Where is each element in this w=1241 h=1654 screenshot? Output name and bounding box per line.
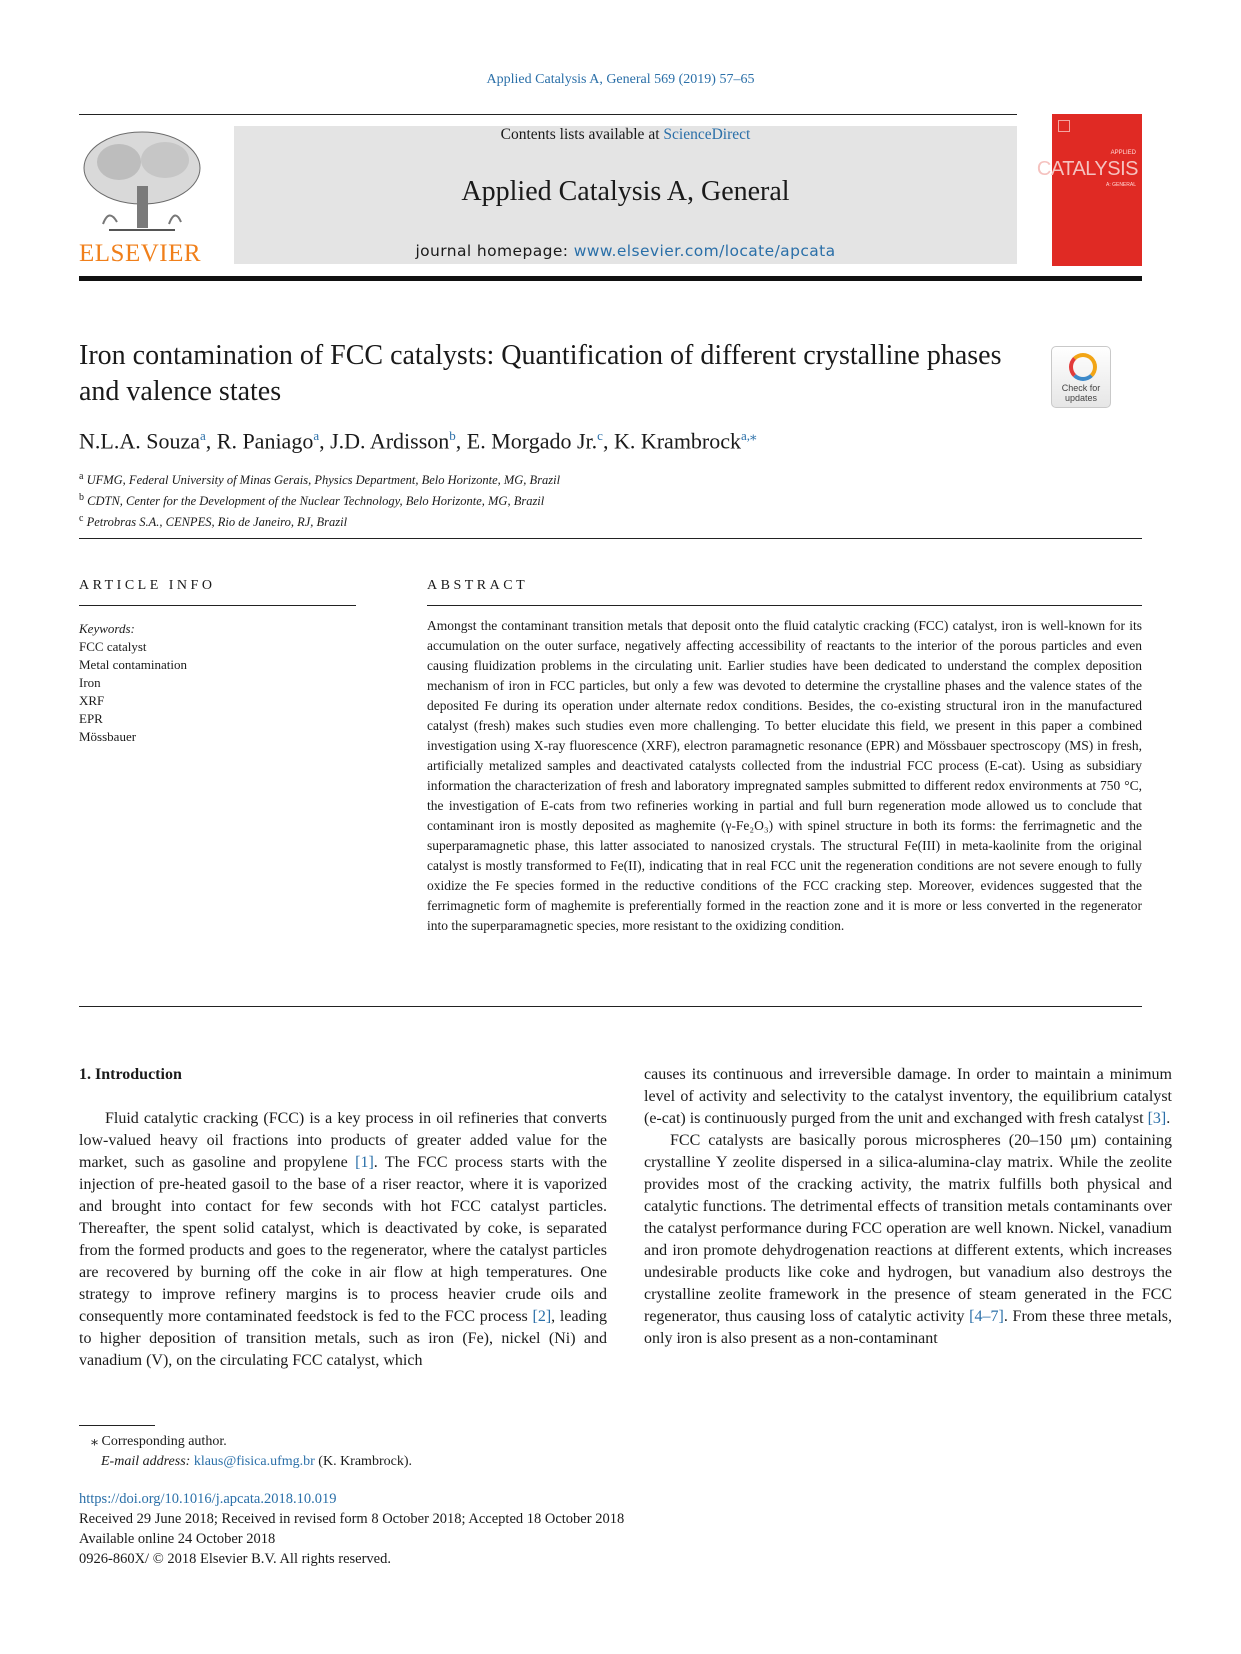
citation-link[interactable]: [4–7] [969,1308,1004,1325]
affiliation-mark: c [79,513,84,525]
email-suffix: (K. Krambrock). [314,1454,412,1469]
author-list: N.L.A. Souza$^a$, R. Paniago$^a$, J.D. Ardisson$^b$, E. Morgado Jr.$^c$, K. Krambrock$^{a,⁎}$ [79,428,757,454]
journal-masthead [234,126,1017,264]
body-column-right [644,1064,1172,1350]
keyword-item: Mössbauer [79,729,137,744]
author-affiliation-mark[interactable]: a [199,428,206,443]
article-info-heading: ARTICLE INFO [79,578,216,593]
check-for-updates-button[interactable] [1051,346,1111,408]
cover-subtitle: A: GENERAL [1105,182,1136,188]
contents-prefix: Contents lists available at [500,126,664,143]
author-affiliation-mark[interactable]: a,⁎ [741,428,757,443]
homepage-prefix: journal homepage: [415,242,574,260]
header-thick-rule [79,276,1142,281]
keyword-item: EPR [79,711,103,726]
check-updates-label [1052,383,1110,403]
corresponding-author-note: ⁎ Corresponding author. [91,1434,227,1449]
affiliations [79,468,979,531]
abstract-end-rule [79,1006,1142,1007]
contents-line [234,126,1017,144]
abstract-rule [427,605,1142,606]
citation-link[interactable]: [3] [1147,1110,1167,1127]
author-name[interactable]: R. Paniago [216,428,314,454]
journal-reference-link[interactable]: Applied Catalysis A, General 569 (2019) 57–65 [486,72,755,87]
paragraph-text: . From these three metals, only iron is also present as a non-contaminant [644,1308,1172,1347]
top-rule [79,114,1017,115]
paragraph-text: . The FCC process starts with the injection of pre-heated gasoil to the base of a riser reactor, where it is vaporized and brought into contact for few seconds with hot FCC catalyst particles. Thereafter, the spent solid catalyst, which is deactivated by coke, is separated from the formed products and goes to the regenerator, where the catalyst particles are recovered by burning off the coke in air flow at high temperatures. One strategy to improve refinery margins is to process heavier crude oils and consequently more contaminated feedstock is fed to the FCC process [79,1154,608,1325]
paragraph-text: causes its continuous and irreversible damage. In order to maintain a minimum level of activity and selectivity to the catalyst inventory, the equilibrium catalyst (e-cat) is continuously purged from the unit and exchanged with fresh catalyst [644,1066,1172,1127]
affiliation-mark: a [79,471,84,482]
crossmark-icon [1069,353,1097,381]
affiliation-item [79,510,979,531]
journal-cover-thumbnail[interactable] [1036,114,1142,266]
author-affiliation-mark[interactable]: c [597,428,603,443]
keyword-item: FCC catalyst [79,639,147,654]
author-name[interactable]: E. Morgado Jr. [466,428,598,454]
citation-link[interactable]: [1] [355,1154,374,1171]
paragraph-text: . [1166,1110,1171,1127]
citation-link[interactable]: [2] [532,1308,552,1325]
abstract-heading: ABSTRACT [427,578,529,593]
homepage-link[interactable]: www.elsevier.com/locate/apcata [573,242,836,260]
article-title: Iron contamination of FCC catalysts: Quantification of different crystalline phases and valence states [79,340,1002,407]
author-name[interactable]: J.D. Ardisson [330,428,450,454]
cover-small-label: APPLIED [1110,150,1136,156]
introduction-paragraph [644,1064,1172,1130]
paragraph-text: FCC catalysts are basically porous microspheres (20–150 μm) containing crystalline Y zeolite dispersed in a silica-alumina-clay matrix. While the zeolite provides most of the cracking activity, the matrix fulfills both physical and catalytic functions. The detrimental effects of transition metals contaminants over the catalyst performance during FCC operation are well known. Nickel, vanadium and iron promote dehydrogenation reactions at different extents, which increases undesirable products like coke and hydrogen, but vanadium also destroys the crystalline zeolite framework in the presence of steam generated in the FCC regenerator, thus causing loss of catalytic activity [644,1132,1172,1325]
abstract-text: Amongst the contaminant transition metals that deposit onto the fluid catalytic cracking (FCC) catalyst, iron is well-known for its accumulation on the outer surface, negatively affecting accessibility of reactants to the interior of the porous particles and even causing fluidization problems in the circulating unit. Earlier studies have been dedicated to understand the complex deposition mechanism of iron in FCC particles, but only a few was devoted to determine the crystalline phases and the valence states of the deposited Fe during its operation under alternate redox conditions. Besides, the co-existing structural iron in the manufactured catalyst (fresh) makes such studies even more challenging. To better elucidate this field, we present in this paper a combined investigation using X-ray fluorescence (XRF), electron paramagnetic resonance (EPR) and Mössbauer spectroscopy (MS) in fresh, artificially metalized samples and deactivated catalysts collected from the industrial FCC process (E-cat). Using as subsidiary information the characterization of fresh and laboratory impregnated samples submitted to different redox environments at 750 °C, the investigation of E-cats from two refineries working in partial and full burn regeneration mode allowed us to conclude that contaminant iron is mostly deposited as maghemite (γ-Fe₂O₃) with spinel structure in both its forms: the ferrimagnetic and the superparamagnetic phase, this latter associated to nanosized crystals. The structural Fe(III) in meta-kaolinite from the original catalyst is mostly transformed to Fe(II), indicating that in real FCC unit the regeneration conditions are not severe enough to fully oxidize the Fe species formed in the reductive conditions of the FCC cracking step. Moreover, evidences suggested that the ferrimagnetic form of maghemite is preferentially formed in the reaction zone and it is more or less converted in the regenerator into the superparamagnetic species, more resistant to the oxidizing condition. [427,618,1142,933]
paragraph-text: Fluid catalytic cracking (FCC) is a key process in oil refineries that converts low-valued heavy oil fractions into products of greater added value for the market, such as gasoline and propylene [79,1110,607,1171]
footnote [79,1432,779,1472]
email-line [79,1452,779,1472]
doi-link[interactable]: https://doi.org/10.1016/j.apcata.2018.10.019 [79,1491,337,1507]
cover-title: CATALYSIS [1036,158,1138,180]
elsevier-wordmark: ELSEVIER [79,240,202,267]
introduction-paragraph [644,1130,1172,1350]
keyword-item: Metal contamination [79,657,187,672]
author-affiliation-mark[interactable]: a [313,428,320,443]
received-dates: Received 29 June 2018; Received in revised form 8 October 2018; Accepted 18 October 2018 [79,1511,625,1527]
journal-title: Applied Catalysis A, General [461,176,790,207]
email-label: E-mail address: [101,1454,194,1469]
section-divider [79,538,1142,539]
author-affiliation-mark[interactable]: b [449,428,456,443]
introduction-heading: 1. Introduction [79,1066,182,1083]
keywords-label: Keywords: [79,621,135,636]
elsevier-tree-icon [79,126,205,236]
affiliation-text: Petrobras S.A., CENPES, Rio de Janeiro, RJ, Brazil [86,515,348,530]
elsevier-logo [79,126,205,266]
copyright-line: 0926-860X/ © 2018 Elsevier B.V. All rights reserved. [79,1551,391,1567]
author-name[interactable]: K. Krambrock [613,428,742,454]
available-online: Available online 24 October 2018 [79,1531,276,1547]
keyword-item: XRF [79,693,105,708]
author-name[interactable]: N.L.A. Souza [79,428,200,454]
paragraph-text: , leading to higher deposition of transition metals, such as iron (Fe), nickel (Ni) and vanadium (V), on the circulating FCC catalyst, which [79,1308,608,1369]
footnote-rule [79,1425,155,1426]
keyword-item: Iron [79,675,101,690]
affiliation-mark: b [79,492,84,504]
affiliation-item [79,468,979,489]
affiliation-text: UFMG, Federal University of Minas Gerais, Physics Department, Belo Horizonte, MG, Brazil [86,473,561,488]
email-link[interactable]: klaus@fisica.ufmg.br [193,1454,315,1469]
body-column-left [79,1064,607,1372]
article-info-rule [79,605,356,606]
check-updates-line2: updates [1064,393,1098,403]
affiliation-item [79,489,979,510]
sciencedirect-link[interactable]: ScienceDirect [663,126,751,143]
affiliation-text: CDTN, Center for the Development of the Nuclear Technology, Belo Horizonte, MG, Brazil [87,494,545,509]
check-updates-line1: Check for [1061,383,1101,393]
introduction-paragraph [79,1108,607,1372]
cover-mark-icon [1058,120,1070,132]
keywords-block [79,620,359,746]
article-metadata [79,1489,979,1569]
journal-homepage-line [234,242,1017,260]
